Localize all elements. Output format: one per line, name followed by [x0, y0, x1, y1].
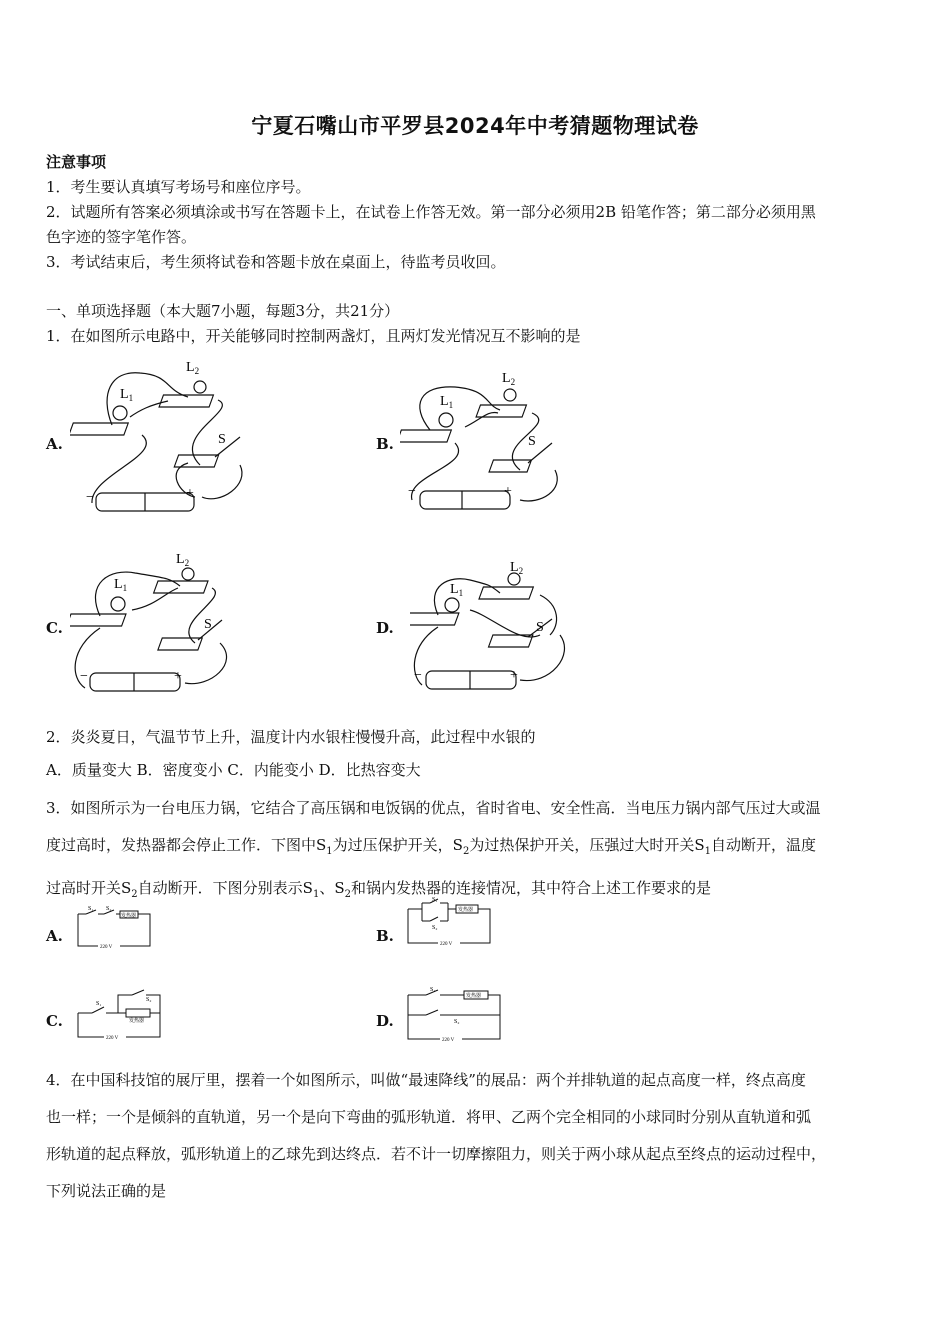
- q3d-heater: 发热器: [466, 994, 482, 999]
- q3-line-1: 3．如图所示为一台电压力锅，它结合了高压锅和电饭锅的优点，省时省电、安全性高．当电压力锅内部气压过大或温: [46, 799, 821, 817]
- q1-option-c: C.: [46, 619, 63, 637]
- q1-circuit-a: [70, 355, 260, 525]
- q1b-l2-label: $L_2$: [502, 371, 516, 387]
- q1-circuit-b: [400, 365, 580, 525]
- q1b-s-label: S: [528, 434, 536, 449]
- q4-line-4: 下列说法正确的是: [46, 1182, 167, 1200]
- q1c-s-label: S: [204, 617, 212, 632]
- q1d-plus: +: [510, 668, 518, 683]
- q3a-s1: S₁: [88, 906, 94, 912]
- section-heading: 一、单项选择题（本大题7小题，每题3分，共21分）: [46, 302, 400, 320]
- q4-line-3: 形轨道的起点释放，弧形轨道上的乙球先到达终点．若不计一切摩擦阻力，则关于两小球从起点至终点的运动过程中，: [46, 1145, 827, 1163]
- notice-item-1: 1．考生要认真填写考场号和座位序号。: [46, 178, 311, 196]
- q3c-voltage: 220 V: [106, 1036, 119, 1041]
- notice-item-3: 3．考试结束后，考生须将试卷和答题卡放在桌面上，待监考员收回。: [46, 253, 506, 271]
- q3c-s2: S₂: [146, 997, 152, 1003]
- q3b-s1: S₁: [432, 897, 438, 903]
- q3-circuit-d: [404, 985, 504, 1047]
- q1c-l2-label: $L_2$: [176, 552, 190, 568]
- q3-option-a: A.: [46, 927, 63, 945]
- q3-option-b: B.: [376, 927, 394, 945]
- q3c-heater: 发热器: [129, 1019, 145, 1024]
- q3b-heater: 发热器: [458, 908, 474, 913]
- q1a-l1-label: $L_1$: [120, 387, 134, 403]
- q2-stem: 2．炎炎夏日，气温节节上升，温度计内水银柱慢慢升高，此过程中水银的: [46, 728, 536, 746]
- q3b-voltage: 220 V: [440, 942, 453, 947]
- page-title: 宁夏石嘴山市平罗县2024年中考猜题物理试卷: [251, 114, 699, 138]
- q3a-s2: S₂: [106, 906, 112, 912]
- q3-option-d: D.: [376, 1012, 394, 1030]
- q3-line-2: 度过高时，发热器都会停止工作．下图中$S_1$为过压保护开关，$S_2$为过热保护开关，压强过大时开关$S_1$自动断开，温度: [46, 836, 816, 857]
- q3b-s2: S₂: [432, 925, 438, 931]
- q4-stem: [46, 1062, 908, 1210]
- q1b-l1-label: $L_1$: [440, 394, 454, 410]
- q1c-plus: +: [174, 669, 182, 684]
- notice-heading: 注意事项: [46, 153, 107, 171]
- q1-option-a: A.: [46, 435, 63, 453]
- q3-option-c: C.: [46, 1012, 63, 1030]
- q3-line-3: 过高时开关$S_2$自动断开．下图分别表示$S_1$、$S_2$和锅内发热器的连接情况，其中符合上述工作要求的是: [46, 879, 711, 900]
- q1-option-d: D.: [376, 619, 394, 637]
- q3a-heater: 发热器: [121, 914, 137, 919]
- q1d-minus: −: [414, 668, 422, 683]
- q1d-s-label: S: [536, 620, 544, 635]
- q1-circuit-d: [410, 555, 580, 705]
- q3-circuit-c: [74, 985, 164, 1045]
- q1a-s-label: S: [218, 432, 226, 447]
- q1-stem: 1．在如图所示电路中，开关能够同时控制两盏灯，且两灯发光情况互不影响的是: [46, 327, 581, 345]
- q1a-l2-label: $L_2$: [186, 360, 200, 376]
- q1c-minus: −: [80, 669, 88, 684]
- q1-circuit-c: [70, 548, 250, 708]
- q2-options: A．质量变大 B．密度变小 C．内能变小 D．比热容变大: [46, 761, 421, 779]
- q4-line-2: 也一样；一个是倾斜的直轨道，另一个是向下弯曲的弧形轨道．将甲、乙两个完全相同的小球同时分别从直轨道和弧: [46, 1108, 812, 1126]
- q3d-s2: S₂: [454, 1019, 460, 1025]
- q4-line-1: 4．在中国科技馆的展厅里，摆着一个如图所示，叫做“最速降线”的展品：两个并排轨道的起点高度一样，终点高度: [46, 1071, 806, 1089]
- q1a-minus: −: [86, 490, 94, 505]
- q3-circuit-a: [74, 902, 154, 952]
- q1c-l1-label: $L_1$: [114, 577, 128, 593]
- q3d-s1: S₁: [430, 987, 436, 993]
- q1d-l1-label: $L_1$: [450, 582, 464, 598]
- notice-item-2: 2．试题所有答案必须填涂或书写在答题卡上，在试卷上作答无效。第一部分必须用2B 铅笔作答；第二部分必须用黑: [46, 203, 816, 221]
- q3c-s1: S₁: [96, 1001, 102, 1007]
- notice-item-2-cont: 色字迹的签字笔作答。: [46, 228, 197, 246]
- q1a-plus: +: [186, 486, 194, 501]
- q3d-voltage: 220 V: [442, 1038, 455, 1043]
- q1-option-b: B.: [376, 435, 394, 453]
- q1b-minus: −: [408, 484, 416, 499]
- q3-circuit-b: [404, 895, 494, 950]
- q1d-l2-label: $L_2$: [510, 560, 524, 576]
- q1b-plus: +: [504, 484, 512, 499]
- q3a-voltage: 220 V: [100, 945, 113, 950]
